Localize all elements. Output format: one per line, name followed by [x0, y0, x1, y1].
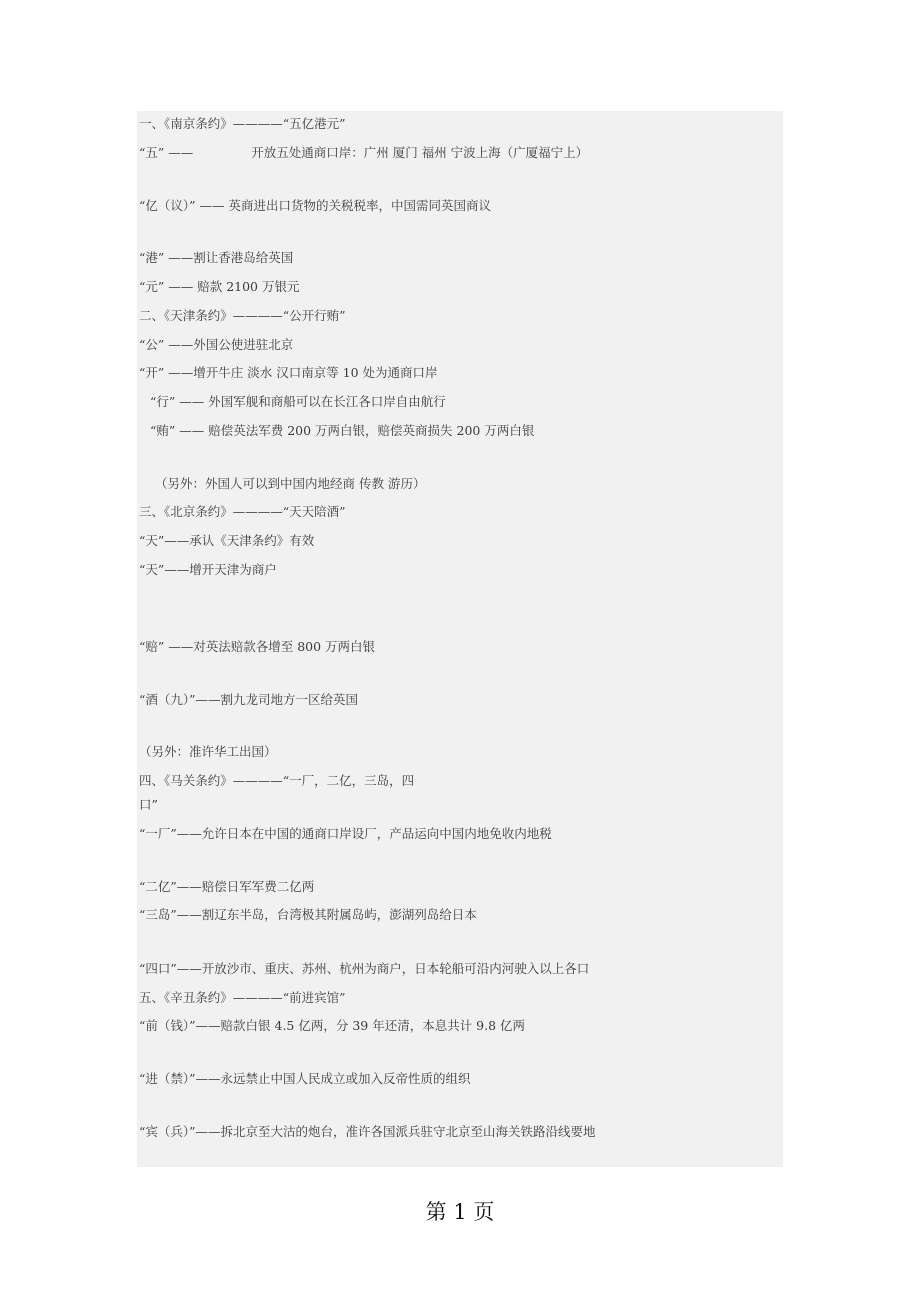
text-line: “天”——承认《天津条约》有效 [139, 533, 315, 548]
text-line: “三岛”——割辽东半岛，台湾极其附属岛屿，澎湖列岛给日本 [139, 907, 477, 922]
text-line: “行” —— 外国军舰和商船可以在长江各口岸自由航行 [150, 394, 446, 409]
heading-maguan-treaty: 四、《马关条约》————“一厂，二亿，三岛，四 [139, 773, 415, 788]
heading-beijing-treaty: 三、《北京条约》————“天天陪酒” [139, 504, 346, 519]
text-line: “五” —— 开放五处通商口岸：广州 厦门 福州 宁波上海（广厦福宁上） [139, 145, 589, 160]
text-line: “开” ——增开牛庄 淡水 汉口南京等 10 处为通商口岸 [139, 365, 438, 380]
text-line: （另外：外国人可以到中国内地经商 传教 游历） [155, 476, 426, 491]
text-line: “港” ——割让香港岛给英国 [139, 250, 294, 265]
text-line: （另外：准许华工出国） [139, 744, 277, 759]
text-line: “天”——增开天津为商户 [139, 562, 277, 577]
text-line: “前（钱）”——赔款白银 4.5 亿两，分 39 年还清，本息共计 9.8 亿两 [139, 1018, 526, 1033]
text-line: “酒（九）”——割九龙司地方一区给英国 [139, 692, 359, 707]
text-line: “元” —— 赔款 2100 万银元 [139, 279, 300, 294]
text-line: “赔” ——对英法赔款各增至 800 万两白银 [139, 639, 376, 654]
heading-tianjin-treaty: 二、《天津条约》————“公开行贿” [139, 308, 346, 323]
text-line: “二亿”——赔偿日军军费二亿两 [139, 879, 315, 894]
text-line: “一厂”——允许日本在中国的通商口岸设厂，产品运向中国内地免收内地税 [139, 826, 552, 841]
heading-xinchou-treaty: 五、《辛丑条约》————“前进宾馆” [139, 990, 346, 1005]
page-number: 第 1 页 [425, 1200, 495, 1224]
text-line: “进（禁）”——永远禁止中国人民成立或加入反帝性质的组织 [139, 1071, 471, 1086]
text-line: “宾（兵）”——拆北京至大沽的炮台，准许各国派兵驻守北京至山海关铁路沿线要地 [139, 1124, 596, 1139]
heading-nanjing-treaty: 一、《南京条约》————“五亿港元” [139, 116, 346, 131]
text-line: “公” ——外国公使进驻北京 [139, 337, 294, 352]
text-line: “亿（议）” —— 英商进出口货物的关税税率，中国需同英国商议 [139, 198, 491, 213]
text-line: “四口”——开放沙市、重庆、苏州、杭州为商户，日本轮船可沿内河驶入以上各口 [139, 961, 590, 976]
text-line: “贿” —— 赔偿英法军费 200 万两白银，赔偿英商损失 200 万两白银 [150, 423, 535, 438]
heading-maguan-treaty-cont: 口” [139, 797, 158, 812]
